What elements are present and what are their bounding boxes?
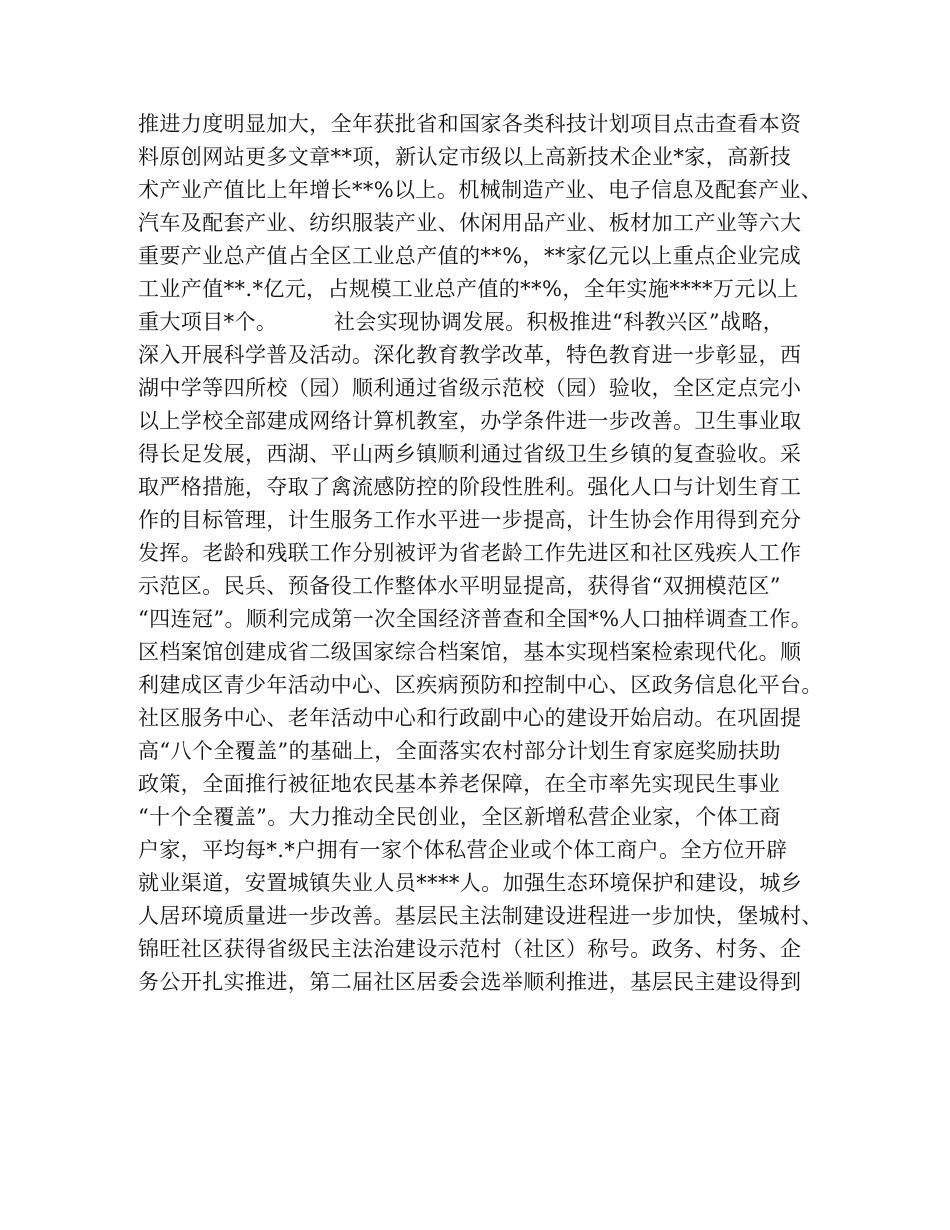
text-line: 重要产业总产值占全区工业总产值的**%，**家亿元以上重点企业完成 xyxy=(138,244,802,268)
text-line: “十个全覆盖”。大力推动全民创业，全区新增私营企业家，个体工商 xyxy=(138,805,781,829)
text-line: 高“八个全覆盖”的基础上，全面落实农村部分计划生育家庭奖励扶助 xyxy=(138,739,781,763)
text-line: 社区服务中心、老年活动中心和行政副中心的建设开始启动。在巩固提 xyxy=(138,706,802,730)
text-line: 区档案馆创建成省二级国家综合档案馆，基本实现档案检索现代化。顺 xyxy=(138,640,802,664)
text-line: 重大项目*个。 社会实现协调发展。积极推进“科教兴区”战略， xyxy=(138,310,785,334)
text-line: 得长足发展，西湖、平山两乡镇顺利通过省级卫生乡镇的复查验收。采 xyxy=(138,442,802,466)
text-line: 湖中学等四所校（园）顺利通过省级示范校（园）验收，全区定点完小 xyxy=(138,376,802,400)
text-line: 汽车及配套产业、纺织服装产业、休闲用品产业、板材加工产业等六大 xyxy=(138,211,802,235)
text-line: 深入开展科学普及活动。深化教育教学改革，特色教育进一步彰显，西 xyxy=(138,343,802,367)
text-line: 利建成区青少年活动中心、区疾病预防和控制中心、区政务信息化平台。 xyxy=(138,673,823,697)
text-line: 术产业产值比上年增长**%以上。机械制造产业、电子信息及配套产业、 xyxy=(138,178,823,202)
text-line: 锦旺社区获得省级民主法治建设示范村（社区）称号。政务、村务、企 xyxy=(138,937,802,961)
text-line: 就业渠道，安置城镇失业人员****人。加强生态环境保护和建设，城乡 xyxy=(138,871,803,895)
body-paragraph xyxy=(138,108,838,999)
text-line: 政策，全面推行被征地农民基本养老保障，在全市率先实现民生事业 xyxy=(138,772,780,796)
text-line: 工业产值**.*亿元，占规模工业总产值的**%，全年实施****万元以上 xyxy=(138,277,799,301)
text-line: 人居环境质量进一步改善。基层民主法制建设进程进一步加快，堡城村、 xyxy=(138,904,823,928)
text-line: 示范区。民兵、预备役工作整体水平明显提高，获得省“双拥模范区” xyxy=(138,574,781,598)
text-line: 推进力度明显加大，全年获批省和国家各类科技计划项目点击查看本资 xyxy=(138,112,802,136)
text-line: 户家，平均每*.*户拥有一家个体私营企业或个体工商户。全方位开辟 xyxy=(138,838,788,862)
text-line: 发挥。老龄和残联工作分别被评为省老龄工作先进区和社区残疾人工作 xyxy=(138,541,802,565)
text-line: 作的目标管理，计生服务工作水平进一步提高，计生协会作用得到充分 xyxy=(138,508,802,532)
text-line: 料原创网站更多文章**项，新认定市级以上高新技术企业*家，高新技 xyxy=(138,145,792,169)
text-line: 以上学校全部建成网络计算机教室，办学条件进一步改善。卫生事业取 xyxy=(138,409,802,433)
text-line: “四连冠”。顺利完成第一次全国经济普查和全国*%人口抽样调查工作。 xyxy=(138,607,813,631)
text-line: 务公开扎实推进，第二届社区居委会选举顺利推进，基层民主建设得到 xyxy=(138,970,802,994)
text-line: 取严格措施，夺取了禽流感防控的阶段性胜利。强化人口与计划生育工 xyxy=(138,475,802,499)
